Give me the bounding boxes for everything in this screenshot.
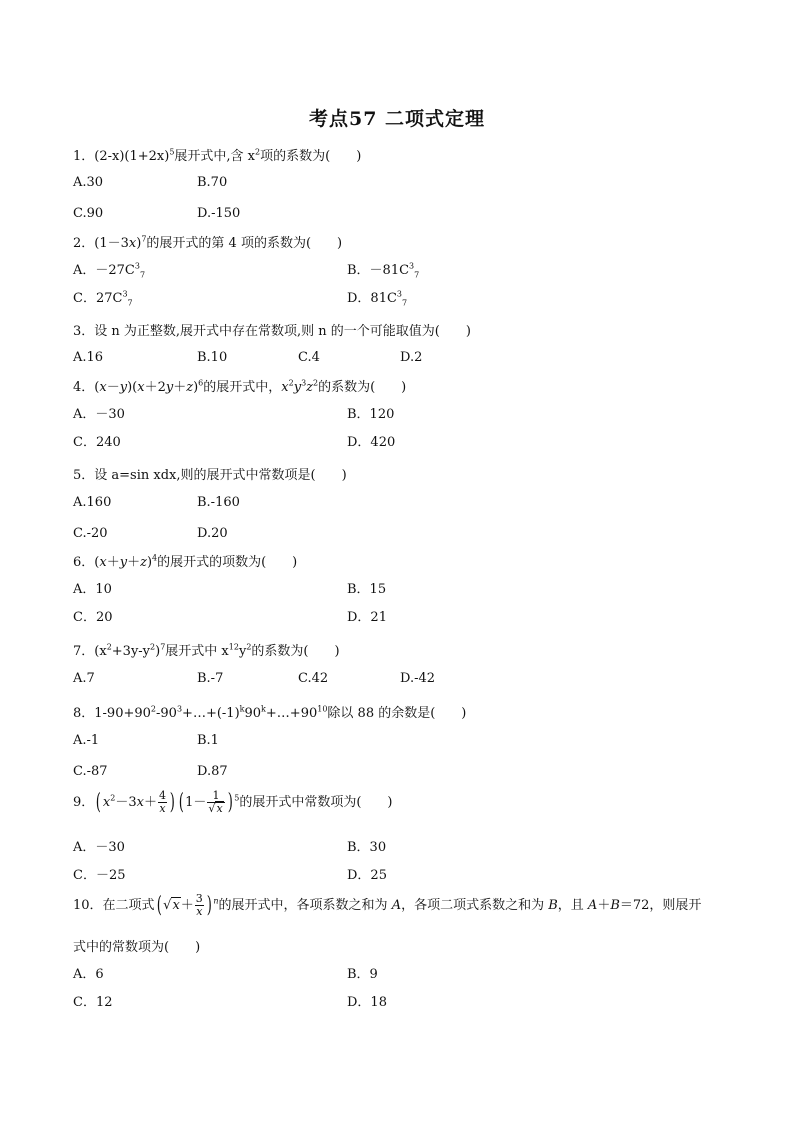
q8-e5: 10 — [317, 704, 328, 714]
q10-option-b: B．9 — [347, 967, 378, 982]
q10-sqrt-x: x — [172, 898, 180, 913]
q7-t0: 7．(x — [73, 644, 107, 659]
q10-m2: ，各项二项式系数之和为 — [401, 898, 549, 913]
q4-post: 的系数为( ) — [318, 380, 407, 395]
q1-option-b: B.70 — [197, 175, 228, 190]
q10-m1: 的展开式中，各项系数之和为 — [218, 898, 392, 913]
q4-m3: ＋2 — [144, 380, 166, 395]
q1-option-a: A.30 — [73, 175, 104, 190]
q4-option-b: B．120 — [347, 407, 395, 422]
q4-m5: ) — [193, 380, 199, 395]
q4-option-d: D．420 — [347, 435, 396, 450]
q10-plus: ＋ — [180, 898, 194, 913]
q4-e3: 2 — [313, 378, 319, 388]
q9-option-a: A．－30 — [73, 840, 125, 855]
q3-option-b: B.10 — [197, 350, 228, 365]
q9-one: 1－ — [185, 795, 207, 810]
q7-post: 的系数为( ) — [251, 644, 340, 659]
q9-lparen2: ( — [178, 790, 184, 815]
q1-exp-a: 5 — [169, 147, 175, 157]
q7-m4: y — [238, 644, 247, 659]
q4-exp: 6 — [198, 378, 204, 388]
q8-e4: k — [261, 704, 266, 714]
q8-e1: 2 — [150, 704, 157, 714]
q4-v2: y — [119, 380, 128, 395]
q2-c-text: C．27C — [73, 291, 123, 306]
q10-lparen: ( — [156, 893, 162, 918]
q4-m2: )( — [127, 380, 138, 395]
q10-B2: B — [610, 898, 620, 913]
q4-v4: y — [165, 380, 174, 395]
q2-d-text: D．81C — [347, 291, 397, 306]
q2-b-sup: 3 — [409, 261, 415, 271]
q8-s3: +…+(-1) — [182, 706, 240, 721]
q1-text-c: 项的系数为( ) — [260, 149, 362, 164]
q9-fraction-1 — [158, 790, 167, 815]
q8-option-d: D.87 — [197, 764, 228, 779]
q3-option-d: D.2 — [400, 350, 423, 365]
q5-option-b: B.-160 — [197, 495, 240, 510]
q10-fn: 3 — [195, 892, 203, 905]
q1-text-b: 展开式中,含 x — [174, 149, 256, 164]
q9-fn: 4 — [158, 789, 166, 802]
q4-t2: y — [293, 380, 302, 395]
q7-option-d: D.-42 — [400, 671, 436, 686]
q6-option-b: B．15 — [347, 582, 387, 597]
q10-fraction — [195, 893, 204, 918]
q8-s6: 除以 88 的余数是( ) — [327, 706, 467, 721]
q9-option-b: B．30 — [347, 840, 387, 855]
question-6-stem — [73, 551, 297, 570]
q4-option-c: C．240 — [73, 435, 121, 450]
q2-a-text: A．－27C — [73, 263, 135, 278]
question-7-stem — [73, 640, 340, 659]
q7-e4: 12 — [228, 642, 239, 652]
q2-paren: ) — [136, 236, 142, 251]
q9-lparen: ( — [96, 790, 102, 815]
q2-b-sub: 7 — [414, 270, 420, 280]
q2-d-sup: 3 — [396, 289, 403, 299]
q9-x2: x — [136, 795, 144, 810]
q3-option-c: C.4 — [298, 350, 320, 365]
q1-text-a: 1．(2-x)(1+2x) — [73, 149, 170, 164]
q10-B: B — [548, 898, 558, 913]
q4-v5: z — [186, 380, 194, 395]
q9-m2: ＋ — [143, 795, 157, 810]
q5-option-c: C.-20 — [73, 526, 108, 541]
q8-s1: 8．1-90+90 — [73, 706, 151, 721]
q7-e1: 2 — [106, 642, 112, 652]
question-5-stem: 5．设 a=sin xdx,则的展开式中常数项是( ) — [73, 468, 347, 483]
q6-m1: ＋ — [106, 555, 120, 570]
q7-e5: 2 — [246, 642, 252, 652]
q9-fd: x — [159, 802, 166, 815]
q10-option-c: C．12 — [73, 995, 113, 1010]
q2-a-sub: 7 — [139, 270, 146, 280]
q6-v2: y — [119, 555, 128, 570]
q10-option-d: D．18 — [347, 995, 387, 1010]
q8-option-c: C.-87 — [73, 764, 108, 779]
q7-m3: 展开式中 x — [165, 644, 229, 659]
q9-fraction-2 — [207, 790, 224, 815]
q4-t0: 4．( — [73, 380, 100, 395]
q4-e2: 3 — [301, 378, 307, 388]
q10-fd: x — [196, 905, 203, 918]
q2-option-a — [73, 259, 145, 278]
q2-option-c — [73, 287, 133, 306]
q2-c-sup: 3 — [122, 289, 128, 299]
q4-option-a: A．－30 — [73, 407, 125, 422]
q7-option-b: B.-7 — [197, 671, 224, 686]
q9-rparen: ) — [169, 790, 175, 815]
q10-A: A — [391, 898, 402, 913]
q9-gn: 1 — [207, 790, 224, 803]
q5-option-a: A.160 — [73, 495, 112, 510]
q6-m2: ＋ — [127, 555, 141, 570]
q4-e1: 2 — [288, 378, 294, 388]
q2-text-a: 2．(1－3 — [73, 236, 129, 251]
q10-rparen: ) — [206, 893, 212, 918]
q9-pre: 9． — [73, 795, 95, 810]
question-9-stem — [73, 790, 393, 815]
q10-m3: ，且 — [557, 898, 588, 913]
q6-v1: x — [99, 555, 107, 570]
q1-option-c: C.90 — [73, 206, 104, 221]
q2-option-d — [347, 287, 407, 306]
question-8-stem — [73, 702, 466, 721]
q6-option-a: A．10 — [73, 582, 112, 597]
question-1-stem — [73, 145, 361, 164]
q7-m1: +3y-y — [111, 644, 151, 659]
q4-v1: x — [99, 380, 107, 395]
q8-s5: +…+90 — [265, 706, 318, 721]
q9-exp: 5 — [234, 793, 240, 803]
q4-m4: ＋ — [173, 380, 187, 395]
q10-A2: A — [587, 898, 598, 913]
q7-option-a: A.7 — [73, 671, 95, 686]
q10-exp: n — [213, 896, 219, 906]
q10-pre: 10．在二项式 — [73, 898, 155, 913]
q9-rparen2: ) — [227, 790, 233, 815]
q6-v3: z — [140, 555, 147, 570]
q9-gd-root: √x — [208, 802, 223, 815]
q1-exp-b: 2 — [255, 147, 261, 157]
q8-e3: k — [239, 704, 245, 714]
question-10-stem-line2: 式中的常数项为( ) — [73, 940, 201, 955]
q6-option-c: C．20 — [73, 610, 113, 625]
q7-m2: ) — [155, 644, 161, 659]
q10-m4: ＋ — [597, 898, 611, 913]
q9-post: 的展开式中常数项为( ) — [239, 795, 393, 810]
q6-exp: 4 — [152, 553, 158, 563]
q5-option-d: D.20 — [197, 526, 228, 541]
q4-m1: － — [106, 380, 120, 395]
q9-x: x — [102, 795, 111, 810]
q4-t3: z — [306, 380, 314, 395]
q6-option-d: D．21 — [347, 610, 387, 625]
q7-e3: 7 — [160, 642, 166, 652]
q8-s4: 90 — [244, 706, 262, 721]
q7-e2: 2 — [150, 642, 156, 652]
q2-b-text: B．－81C — [347, 263, 410, 278]
q4-mid: 的展开式中， — [203, 380, 282, 395]
q2-option-b — [347, 259, 419, 278]
question-10-stem: 10．在二项式( √x＋ $\frac{3}{x}$ ) $^n$的展开式中，各项系数之和为 A，各项二项式系数之和为 B，且 A＋B＝72，则展开 — [73, 892, 702, 918]
q9-e1: 2 — [110, 793, 116, 803]
q10-option-a: A．6 — [73, 967, 104, 982]
q8-option-a: A.-1 — [73, 733, 100, 748]
q6-post: 的展开式的项数为( ) — [157, 555, 298, 570]
question-3-stem: 3．设 n 为正整数,展开式中存在常数项,则 n 的一个可能取值为( ) — [73, 324, 471, 339]
q4-t1: x — [281, 380, 289, 395]
q2-exp: 7 — [141, 234, 147, 244]
question-2-stem — [73, 232, 342, 251]
q6-t0: 6．( — [73, 555, 100, 570]
question-4-stem — [73, 376, 406, 395]
q4-v3: x — [137, 380, 145, 395]
q8-e2: 3 — [176, 704, 183, 714]
q8-option-b: B.1 — [197, 733, 219, 748]
q9-option-c: C．－25 — [73, 868, 126, 883]
q9-m1: －3 — [115, 795, 137, 810]
q2-d-sub: 7 — [402, 298, 408, 308]
q2-text-b: 的展开式的第 4 项的系数为( ) — [146, 236, 343, 251]
q10-m5: ＝72，则展开 — [619, 898, 702, 913]
page-title: 考点57 二项式定理 — [308, 108, 486, 130]
q3-option-a: A.16 — [73, 350, 104, 365]
q2-c-sub: 7 — [127, 298, 133, 308]
q2-var-x: x — [128, 236, 137, 251]
q6-m3: ) — [146, 555, 153, 570]
q1-option-d: D.-150 — [197, 206, 241, 221]
q9-gd: x — [216, 802, 223, 815]
q9-option-d: D．25 — [347, 868, 387, 883]
q2-a-sup: 3 — [134, 261, 140, 271]
q7-option-c: C.42 — [298, 671, 329, 686]
q8-s2: -90 — [156, 706, 177, 721]
